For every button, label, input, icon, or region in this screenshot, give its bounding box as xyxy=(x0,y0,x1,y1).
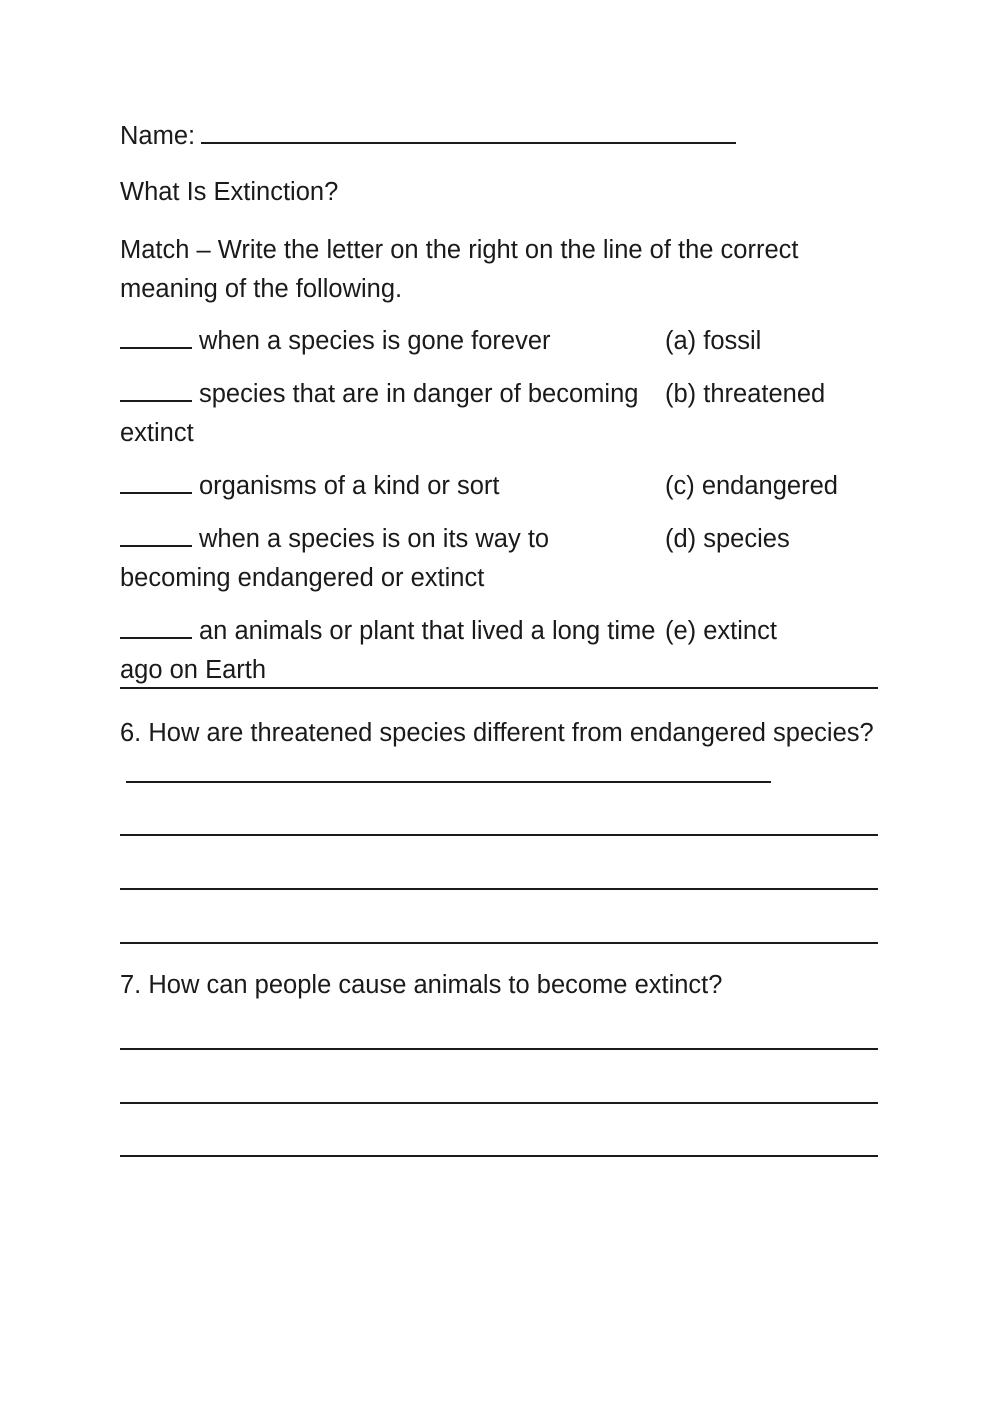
match-answer-blank[interactable] xyxy=(120,474,192,494)
match-answer-blank[interactable] xyxy=(120,382,192,402)
match-row xyxy=(120,375,878,453)
match-list xyxy=(120,322,878,704)
match-option-label: (d) species xyxy=(665,525,790,553)
question-6-answer-blank[interactable] xyxy=(126,762,771,783)
question-6-answer-line[interactable] xyxy=(120,942,878,944)
question-7-answer-line[interactable] xyxy=(120,1102,878,1104)
match-option-label: (a) fossil xyxy=(665,327,762,355)
question-6-answer-line[interactable] xyxy=(120,888,878,890)
match-option-label: (e) extinct xyxy=(665,617,777,645)
question-6-text: How are threatened species different from endangered species? xyxy=(148,719,874,747)
match-answer-blank[interactable] xyxy=(120,329,192,349)
question-6-answer-line[interactable] xyxy=(120,834,878,836)
match-definition-cell xyxy=(120,322,665,361)
match-definition-label: species that are in danger of becoming extinct xyxy=(120,380,639,447)
match-definition-cell xyxy=(120,467,665,506)
match-answer-blank[interactable] xyxy=(120,619,192,639)
question-7 xyxy=(120,964,878,1006)
match-row xyxy=(120,322,878,361)
match-option-label: (b) threatened xyxy=(665,380,826,408)
match-definition-cell xyxy=(120,520,665,598)
question-6-number: 6. xyxy=(120,719,142,747)
match-definition-cell xyxy=(120,612,665,690)
instructions-text: Match – Write the letter on the right on the line of the correct meaning of the following. xyxy=(120,236,799,303)
match-row xyxy=(120,520,878,598)
match-definition-label: when a species is on its way to becoming endangered or extinct xyxy=(120,525,550,592)
match-definition-label: when a species is gone forever xyxy=(199,327,551,355)
match-row xyxy=(120,467,878,506)
match-definition-cell xyxy=(120,375,665,453)
match-definition-label: an animals or plant that lived a long time ago on Earth xyxy=(120,617,656,684)
match-row xyxy=(120,612,878,690)
question-6 xyxy=(120,712,878,796)
name-label: Name: xyxy=(120,122,196,150)
match-definition-label: organisms of a kind or sort xyxy=(199,472,500,500)
question-7-text: How can people cause animals to become extinct? xyxy=(148,971,723,999)
question-7-answer-line[interactable] xyxy=(120,1155,878,1157)
name-blank-field[interactable] xyxy=(201,123,736,144)
name-row xyxy=(120,122,878,151)
match-answer-blank[interactable] xyxy=(120,527,192,547)
section-divider xyxy=(120,687,878,689)
page-title: What Is Extinction? xyxy=(120,178,339,206)
question-7-number: 7. xyxy=(120,971,142,999)
match-option-label: (c) endangered xyxy=(665,472,838,500)
question-7-answer-line[interactable] xyxy=(120,1048,878,1050)
